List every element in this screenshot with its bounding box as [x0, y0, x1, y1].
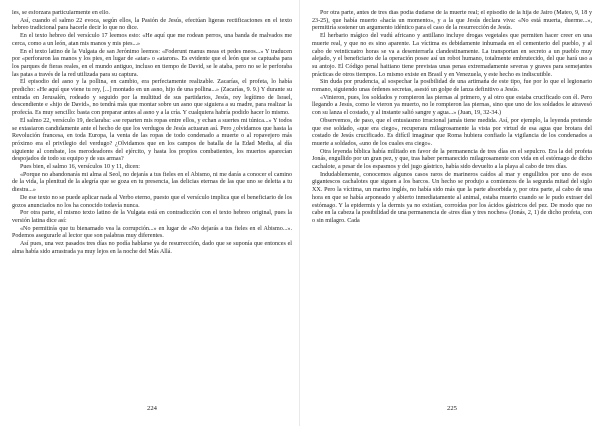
right-page	[312, 10, 592, 418]
paragraph: Observemos, de paso, que el entusiasmo irracional jamás tiene medida. Así, por ejemplo, la leyenda pretende que ese soldado, «que era ciego», recuperara milagrosamente la vista por virtud de esa agua que brotara del costado de Jesús crucificado. Es difícil imaginar que Roma hubiera confiado la vigilancia de los condenados a muerte a soldados, «uno de los cuales era ciego».	[312, 117, 592, 147]
paragraph: El salmo 22, versículo 19, declaraba: «se reparten mis ropas entre ellos, y echan a suertes mi túnica...» Y todos se extasiaron candidamente ante el hecho de que los verdugos de Jesús actuaran así. Pero ¿olvidamos que hasta la Revolución francesa, en toda Europa, la venta de las ropas de todo condenado a muerte o al ropavejero más próximo era el privilegio del verdugo? ¿Olvidamos que en los campos de batalla de la Edad Media, al día siguiente al combate, los merodeadores del ejército, y hasta los propios combatientes, los muertos aparecían despojados de todo su equipo y de sus armas?	[12, 117, 292, 163]
paragraph: De ese texto no se puede aplicar nada al Verbo eterno, puesto que el versículo implica que el beneficiario de los gozos anunciados no los ha conocido todavía nunca.	[12, 194, 292, 209]
paragraph: «Porque no abandonarás mi alma al Seol, no dejarás a tus fieles en el Abismo, ni me darás a conocer el camino de la vida, la plenitud de la alegría que se goza en tu presencia, las delicias eternas de las que uno se deleita a tu diestra...»	[12, 171, 292, 194]
page-number: 224	[147, 405, 157, 412]
right-page-text	[312, 10, 592, 226]
page-gutter	[299, 0, 300, 426]
paragraph: Sin duda por prudencia, al sospechar la posibilidad de una artimaña de este tipo, fue por lo que el legionario romano, siguiendo unas órdenes secretas, asestó un golpe de lanza definitivo a Jesús.	[312, 79, 592, 94]
paragraph: les, se esforzara particularmente en ello.	[12, 10, 110, 16]
paragraph: En el texto latino de la Vulgata de san Jerónimo leemos: «Foderunt manus meas et pedes meos...» Y traducen por «perforaron las manos y los pies, en lugar de «atar» o «ataron». Es evidente que el león que se captuaba para los parques de fieras reales, en el mundo antiguo, incluso en tiempo de David, se le ataba, pero no se le perforaba las patas a través de la red utilizada para su captura.	[12, 48, 292, 78]
left-page	[12, 10, 292, 418]
paragraph: Indudablemente, conocemos algunos casos raros de marineros caídos al mar y engullidos por uno de esos gigantescos cachalotes que siguen a los barcos. Un hecho se produjo a comienzos de la segunda mitad del siglo XX. Pero la víctima, un marino inglés, no había sido más que la parte absorbida y, por otra parte, al cabo de una hora en que se había arponeado y abierto inmediatamente al animal, estaba muerto cuando se le pudo extraer del estómago. Y la epidermis y la dermis ya no existían, corroídas por los ácidos gástricos del pez. De modo que no cabe en la cabeza la posibilidad de una permanencia de «tres días y tres noches» (Jonás, 2, 1) de dicho profeta, con o sin milagro. Cada	[312, 171, 592, 224]
paragraph: Así pues, una vez pasados tres días no podía hablarse ya de resurrección, dado que se suponía que entonces el alma había sido arrastrada ya muy lejos en la noche del Más Allá.	[12, 241, 292, 255]
paragraph: En el texto hebreo del versículo 17 leemos esto: «He aquí que me rodean perros, una banda de malvados me cerca, como a un león, atan mis manos y mis pies...»	[12, 33, 292, 47]
paragraph: «No permitirás que tu bienamado vea la corrupción...» en lugar de «No dejarás a tus fieles en el Abismo...». Podemos asegurarle al lector que son palabras muy diferentes.	[12, 225, 292, 240]
paragraph: Por otra parte, el mismo texto latino de la Vulgata está en contradicción con el texto hebreo original, pues la versión latina dice así:	[12, 210, 292, 224]
paragraph: El episodio del asno y la pollina, en cambio, era perfectamente realizable. Zacarías, el profeta, lo había predicho: «He aquí que viene tu rey, [...] montado en un asno, hijo de una pollina...» (Zacarías, 9. 9.) Y durante su entrada en Jerusalén, rodeado y seguido por la multitud de sus partidarios, Jesús, rey legítimo de Israel, descendiente e «hijo de David», no tendrá más que montar sobre un asno que siguiera a su madre, para realizar la profecía. Es muy sencillo: basta con preparar antes al asno y a la cría. Y cualquiera habría podido hacer lo mismo.	[12, 79, 292, 117]
paragraph: «Vinieron, pues, los soldados y rompieron las piernas al primero, y al otro que estaba crucificado con él. Pero llegando a Jesús, como le vieron ya muerto, no le rompieron las piernas, sino que uno de los soldados le atravesó con su lanza el costado, y al instante salió sangre y agua...» (Juan, 19, 32-34.)	[312, 94, 592, 117]
paragraph: Por otra parte, antes de tres días podía dudarse de la muerte real; el episodio de la hija de Jairo (Mateo, 9, 18 y 23-25), que había muerto «hacía un momento», y a la que Jesús declara viva: «No está muerta, duerme...», permitiría sostener un argumento idéntico para el caso de la resurrección de Jesús.	[312, 10, 592, 32]
left-page-text	[12, 10, 292, 257]
paragraph: El herbario mágico del vudú africano y antillano incluye drogas vegetales que permiten hacer creer en una muerte real, y que no es sino aparente. La víctima es debidamente inhumada en el cementerio del pueblo, y al cabo de veinticuatro horas se va a desenterrarla clandestinamente. La transportan en secreto a un pueblo muy alejado, y el beneficiario de la operación posee así un robot humano, totalmente embrutecido, del que hará uso a su antojo. El Código penal haitiano tiene previstas unas penas extremadamente severas y graves para semejantes prácticas de otros tiempos. Lo mismo existe en Brasil y en Venezuela, y este hecho es indiscutible.	[312, 33, 592, 78]
paragraph: Pues bien, el salmo 16, versículos 10 y 11, dicen:	[20, 164, 140, 171]
paragraph: Otra leyenda bíblica había militado en favor de la permanencia de tres días en el sepulcro. Era la del profeta Jonás, engullido por un gran pez, y que, tras haber permanecido milagrosamente con vida en el estómago de dicho cachalote, a pesar de los espasmos y del jugo gástrico, había sido devuelto a la playa al cabo de tres días.	[312, 148, 592, 171]
paragraph: Así, cuando el salmo 22 evoca, según ellos, la Pasión de Jesús, efectúan ligeras rectificaciones en el texto hebreo tradicional para hacerle decir lo que no dice.	[12, 17, 292, 32]
page-number: 225	[447, 405, 457, 412]
